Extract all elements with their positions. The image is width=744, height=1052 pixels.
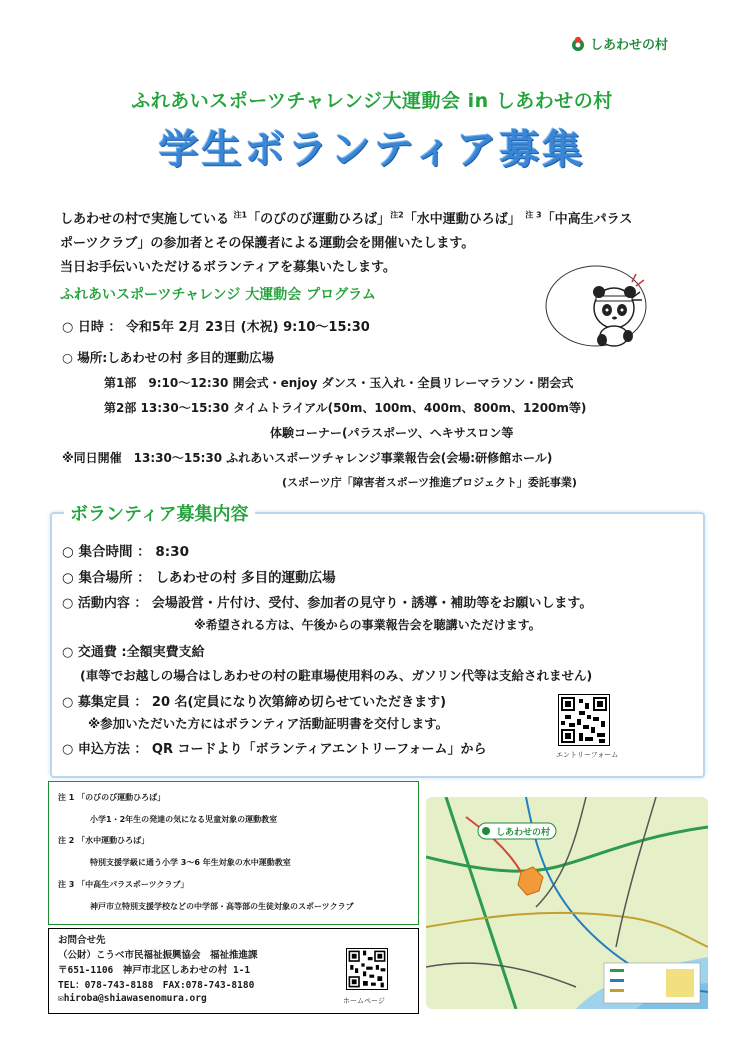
page-title: 学生ボランティア募集: [158, 127, 586, 173]
volunteer-activity-note: ※希望される方は、午後からの事業報告会を聴講いただけます。: [194, 618, 541, 632]
volunteer-capacity: ○ 募集定員 ： 20 名(定員になり次第締め切らせていただきます): [62, 695, 447, 710]
program-same-day-note: (スポーツ庁「障害者スポーツ推進プロジェクト」委託事業): [282, 476, 577, 489]
note-2-title: 注 2 「水中運動ひろば」: [58, 836, 150, 845]
volunteer-capacity-note: ※参加いただいた方にはボランティア活動証明書を交付します。: [88, 716, 449, 731]
access-map: [426, 797, 708, 1009]
note-1-title: 注 1 「のびのび運動ひろば」: [58, 793, 166, 802]
program-same-day: ※同日開催 13:30～15:30 ふれあいスポーツチャレンジ事業報告会(会場:研修館ホール): [62, 451, 553, 465]
program-part-2-experience: 体験コーナー(パラスポーツ、ヘキサスロン等: [270, 426, 514, 440]
entry-form-qr-icon[interactable]: [558, 694, 610, 746]
contact-tel-fax: TEL：078-743-8188 FAX:078-743-8180: [58, 980, 255, 991]
program-part-2: 第2部 13:30～15:30 タイムトライアル(50m、100m、400m、800m、1200m等): [104, 401, 587, 415]
contact-heading: お問合せ先: [58, 935, 106, 946]
intro-line-2: ポーツクラブ」の参加者とその保護者による運動会を開催いたします。: [60, 236, 475, 251]
map-label: しあわせの村: [496, 828, 551, 838]
note-2-desc: 特別支援学級に通う小学 3～6 年生対象の水中運動教室: [90, 858, 291, 867]
volunteer-apply: ○ 申込方法 ： QR コードより「ボランティアエントリーフォーム」から: [62, 742, 487, 757]
volunteer-transport: ○ 交通費 :全額実費支給: [62, 645, 205, 660]
logo: [570, 34, 668, 53]
entry-form-qr-caption: エントリーフォーム: [556, 751, 619, 759]
contact-address: 〒651-1106 神戸市北区しあわせの村 1-1: [58, 965, 251, 976]
volunteer-time: ○ 集合時間 ： 8:30: [62, 544, 189, 560]
program-date: ○ 日時 ： 令和5年 2月 23日 (木祝) 9:10～15:30: [62, 320, 370, 335]
intro-line-3: 当日お手伝いいただけるボランティアを募集いたします。: [60, 260, 396, 275]
event-subtitle: ふれあいスポーツチャレンジ大運動会 in しあわせの村: [131, 90, 613, 112]
intro-line-1: しあわせの村で実施している $^{注1}$「のびのび運動ひろば」$^{注2}$「水中運動ひろば」 $^{注 3}$「中高生パラス: [60, 210, 633, 227]
panda-mascot-icon: [544, 260, 654, 350]
volunteer-place: ○ 集合場所 ： しあわせの村 多目的運動広場: [62, 570, 336, 586]
volunteer-activity: ○ 活動内容 ： 会場設営・片付け、受付、参加者の見守り・誘導・補助等をお願いします。: [62, 596, 593, 611]
note-1-desc: 小学1・2年生の発達の気になる児童対象の運動教室: [90, 815, 278, 824]
contact-org: （公財）こうべ市民福祉振興協会 福祉推進課: [58, 950, 258, 961]
homepage-qr-caption: ホームページ: [343, 997, 385, 1005]
program-place: ○ 場所:しあわせの村 多目的運動広場: [62, 350, 275, 365]
note-3-desc: 神戸市立特別支援学校などの中学部・高等部の生徒対象のスポーツクラブ: [90, 902, 354, 911]
note-3-title: 注 3 「中高生パラスポーツクラブ」: [58, 880, 189, 889]
volunteer-title: ボランティア募集内容: [64, 500, 255, 526]
logo-text: しあわせの村: [590, 38, 669, 53]
program-title: ふれあいスポーツチャレンジ 大運動会 プログラム: [60, 287, 376, 303]
clover-logo-icon: [570, 36, 586, 52]
contact-email[interactable]: ✉hiroba@shiawasenomura.org: [58, 993, 207, 1004]
program-part-1: 第1部 9:10～12:30 開会式・enjoy ダンス・玉入れ・全員リレーマラソン・閉会式: [104, 376, 574, 390]
homepage-qr-icon[interactable]: [346, 948, 388, 990]
volunteer-transport-note: (車等でお越しの場合はしあわせの村の駐車場使用料のみ、ガソリン代等は支給されません): [80, 668, 593, 683]
